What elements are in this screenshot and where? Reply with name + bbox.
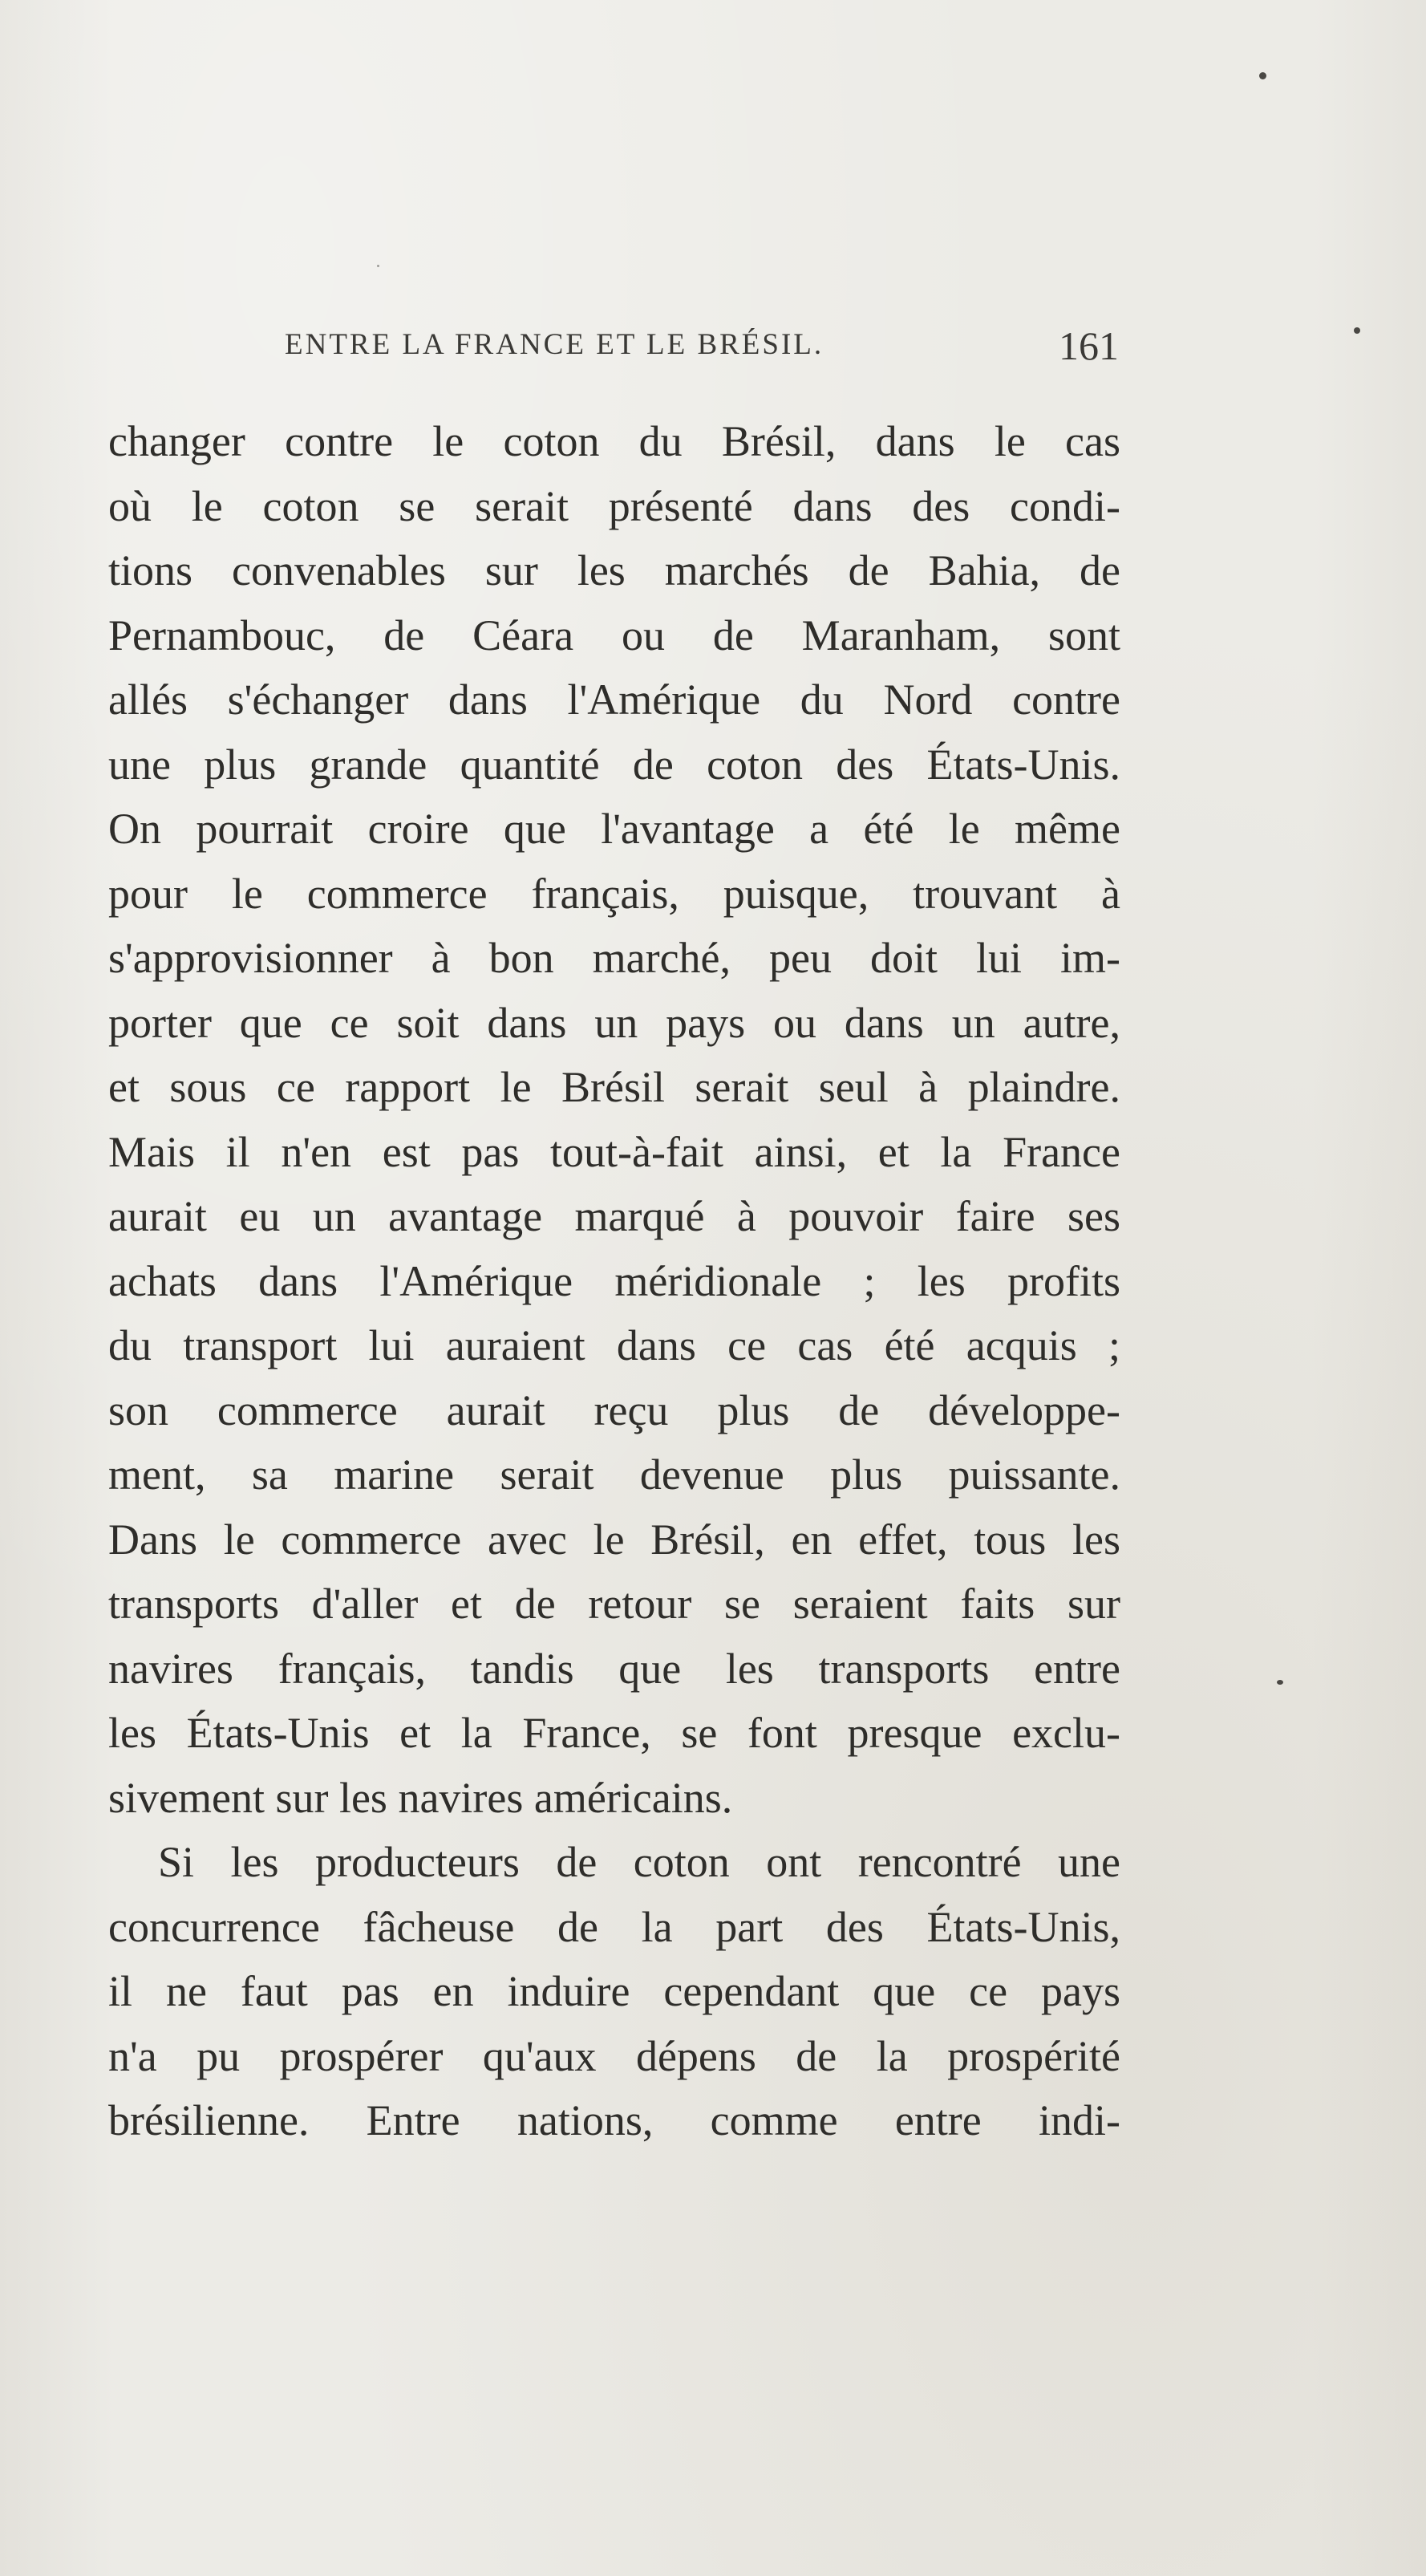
body-text (108, 409, 1120, 2153)
text-line: son commerce aurait reçu plus de développe- (108, 1385, 1120, 1434)
paper-speck (377, 265, 379, 267)
text-line: brésilienne. Entre nations, comme entre indi- (108, 2096, 1120, 2144)
text-line: Dans le commerce avec le Brésil, en effet, tous les (108, 1515, 1120, 1564)
text-line: n'a pu prospérer qu'aux dépens de la prospérité (108, 2031, 1120, 2080)
text-line: transports d'aller et de retour se seraient faits sur (108, 1580, 1120, 1628)
paper-speck (1259, 72, 1266, 79)
text-line: tions convenables sur les marchés de Bahia, de (108, 546, 1120, 594)
text-line: Si les producteurs de coton ont rencontré une (158, 1838, 1120, 1886)
text-line: Pernambouc, de Céara ou de Maranham, sont (108, 611, 1120, 659)
text-line: achats dans l'Amérique méridionale ; les profits (108, 1256, 1120, 1305)
text-line: sivement sur les navires américains. (108, 1773, 733, 1822)
text-line: où le coton se serait présenté dans des condi- (108, 481, 1120, 530)
text-line: pour le commerce français, puisque, trouvant à (108, 869, 1120, 918)
text-line: les États-Unis et la France, se font presque exclu- (108, 1709, 1120, 1757)
text-line: allés s'échanger dans l'Amérique du Nord contre (108, 675, 1120, 724)
text-line: On pourrait croire que l'avantage a été le même (108, 805, 1120, 853)
paper-speck (1354, 327, 1360, 334)
text-line: concurrence fâcheuse de la part des États-Unis, (108, 1902, 1120, 1951)
text-line: une plus grande quantité de coton des États-Unis. (108, 740, 1120, 789)
text-line: porter que ce soit dans un pays ou dans un autre, (108, 998, 1120, 1047)
text-line: Mais il n'en est pas tout-à-fait ainsi, et la France (108, 1127, 1120, 1176)
text-line: navires français, tandis que les transports entre (108, 1644, 1120, 1693)
running-title: ENTRE LA FRANCE ET LE BRÉSIL. (285, 328, 824, 361)
text-line: aurait eu un avantage marqué à pouvoir faire ses (108, 1192, 1120, 1240)
running-header (285, 323, 1119, 375)
text-line: il ne faut pas en induire cependant que ce pays (108, 1967, 1120, 2015)
text-line: changer contre le coton du Brésil, dans le cas (108, 417, 1120, 465)
paper-speck (1277, 1680, 1283, 1685)
text-line: et sous ce rapport le Brésil serait seul à plaindre. (108, 1063, 1120, 1111)
text-line: ment, sa marine serait devenue plus puissante. (108, 1450, 1120, 1499)
text-line: s'approvisionner à bon marché, peu doit lui im- (108, 934, 1120, 982)
page-number: 161 (1059, 323, 1119, 368)
text-line: du transport lui auraient dans ce cas été acquis ; (108, 1321, 1120, 1369)
